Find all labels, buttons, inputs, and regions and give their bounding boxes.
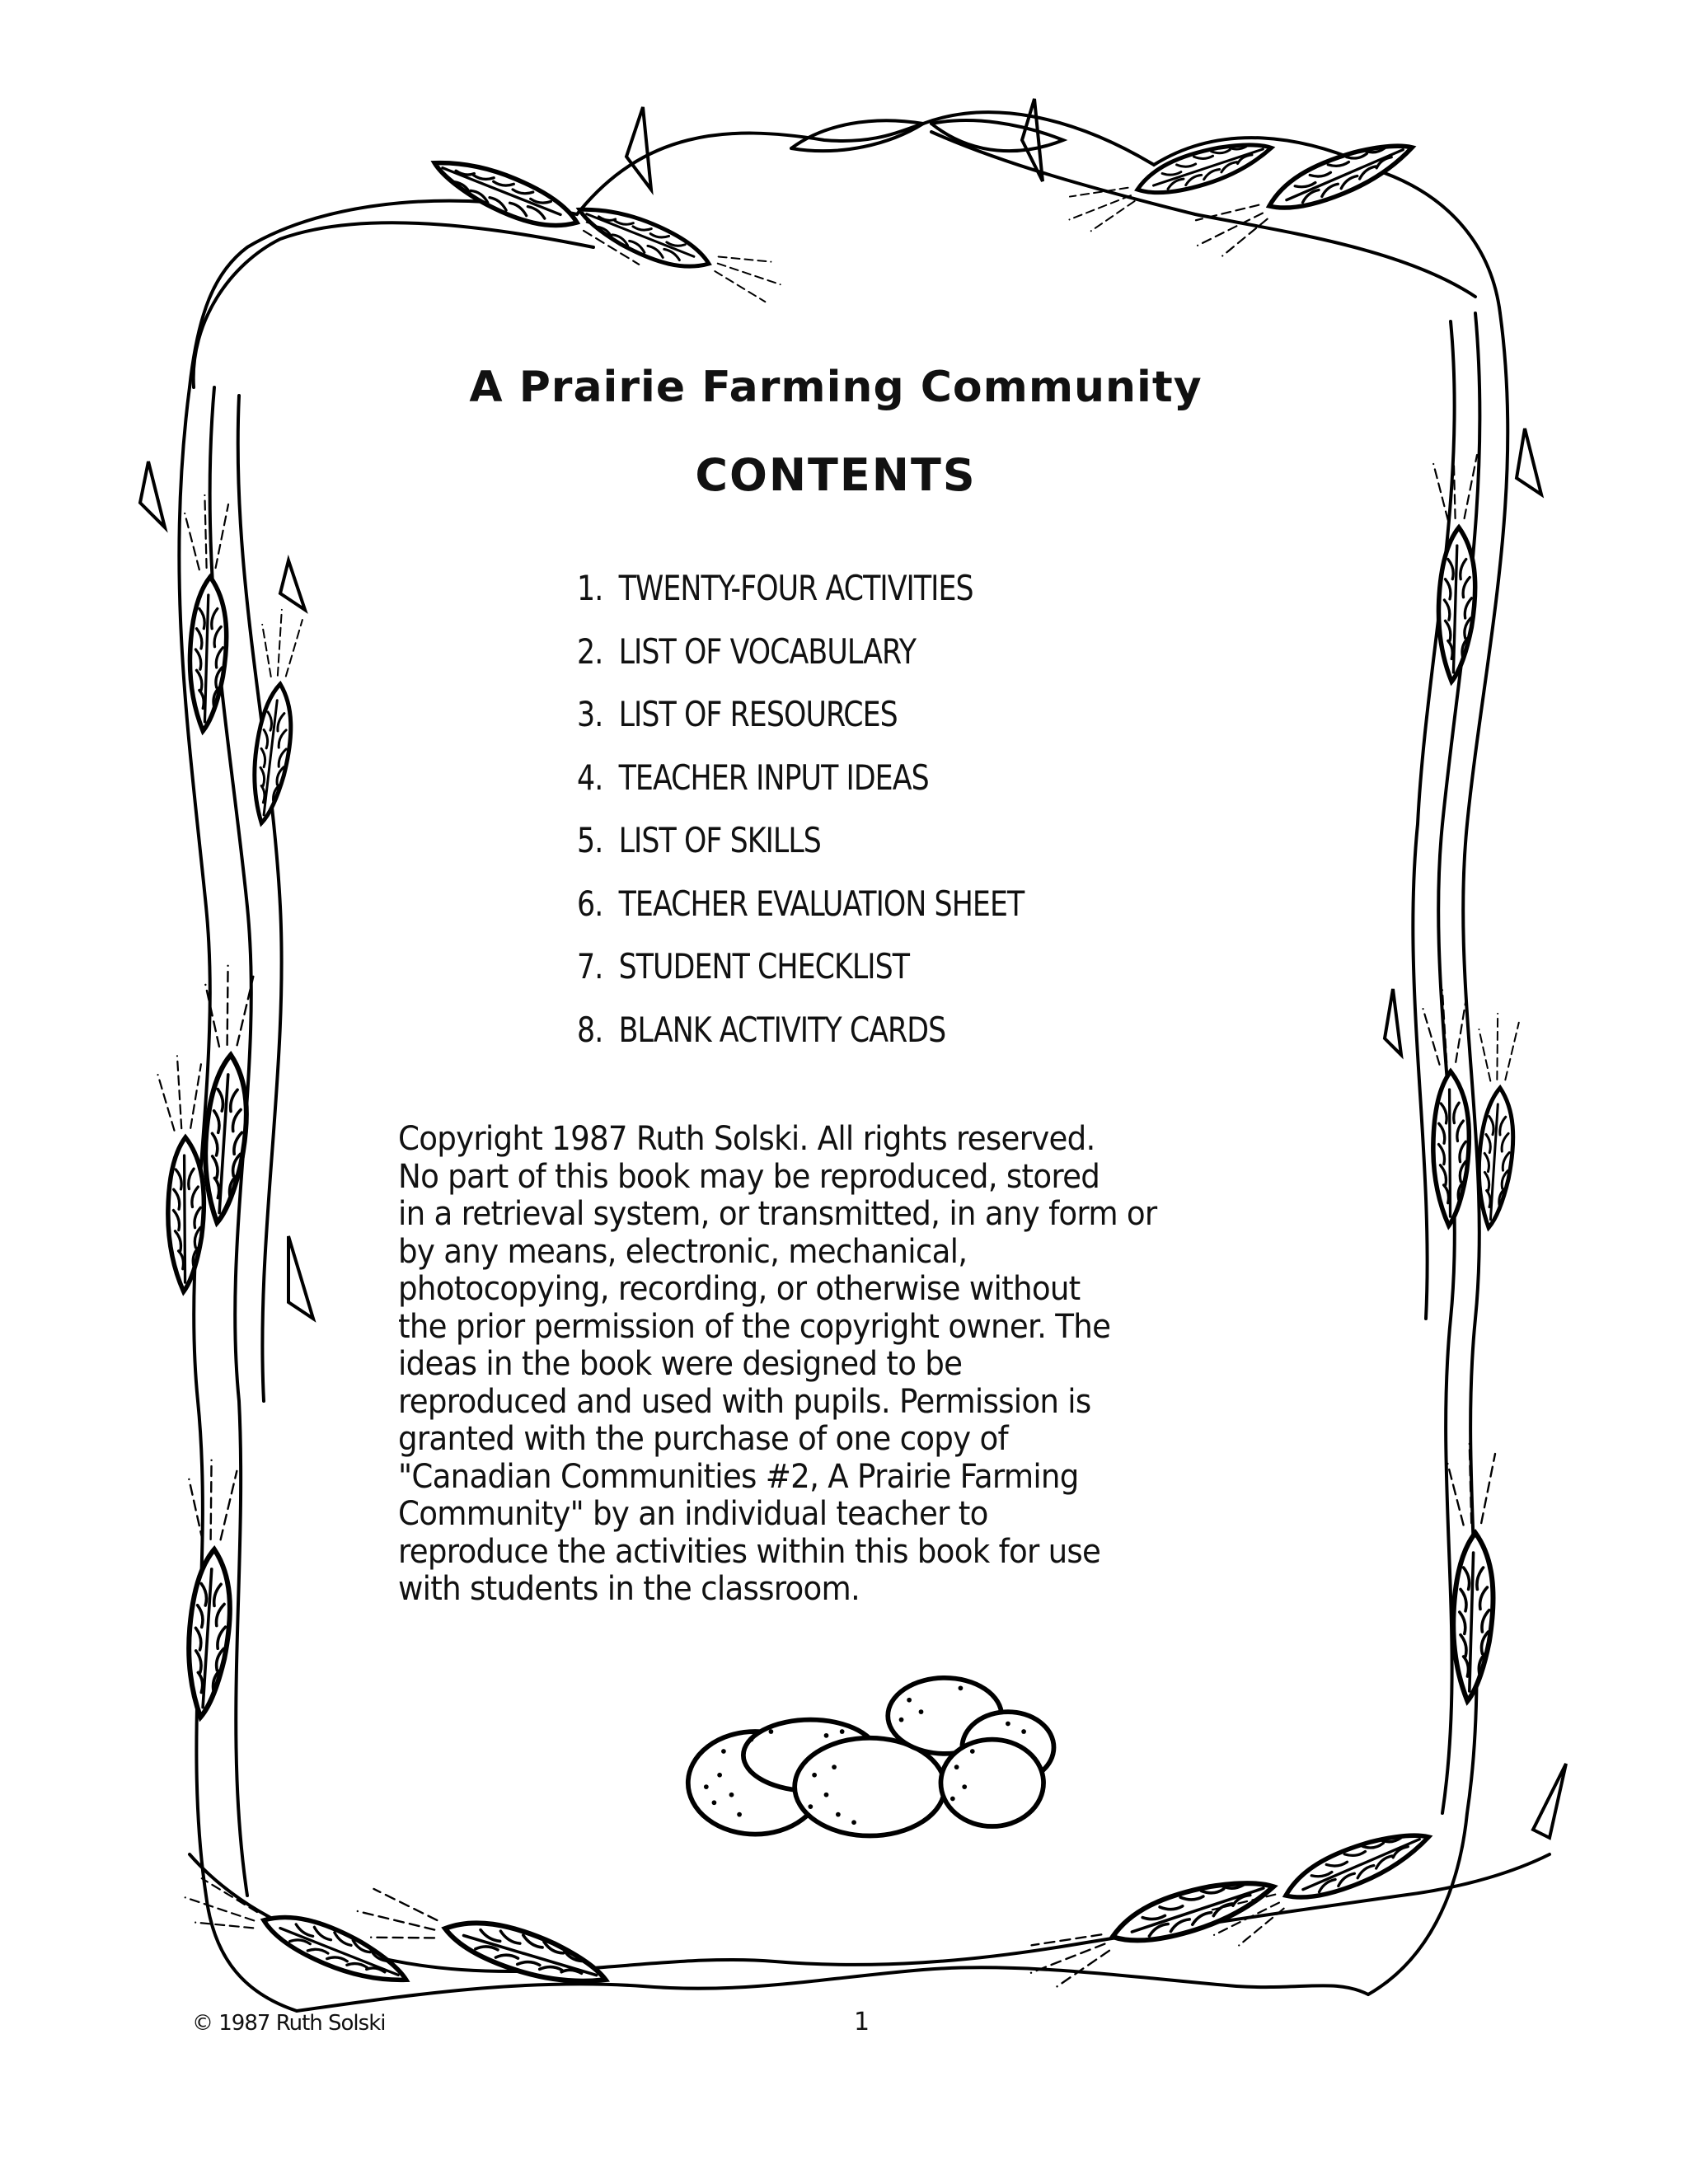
toc-item [577, 683, 1024, 747]
toc-item [577, 809, 1024, 873]
toc-item-label: LIST OF SKILLS [618, 820, 821, 860]
footer-copyright: © 1987 Ruth Solski [192, 2011, 386, 2036]
toc-item-label: TWENTY-FOUR ACTIVITIES [618, 568, 973, 608]
copyright-line: "Canadian Communities #2, A Prairie Farming [398, 1457, 1079, 1496]
toc-item-label: TEACHER EVALUATION SHEET [618, 883, 1025, 924]
toc-item-label: STUDENT CHECKLIST [618, 946, 910, 987]
toc-item-number: 4. [577, 757, 603, 798]
toc-item-number: 3. [577, 694, 603, 734]
copyright-line: photocopying, recording, or otherwise without [398, 1270, 1081, 1308]
page-number: 1 [854, 2008, 870, 2036]
copyright-line: in a retrieval system, or transmitted, in any form or [398, 1195, 1157, 1233]
copyright-line: ideas in the book were designed to be [398, 1345, 963, 1383]
copyright-line: reproduced and used with pupils. Permission is [398, 1382, 1091, 1421]
page-title: A Prairie Farming Community [469, 363, 1203, 412]
table-of-contents [577, 557, 1062, 1062]
toc-item-number: 2. [577, 630, 603, 672]
toc-item [577, 621, 1024, 684]
toc-item-number: 1. [577, 568, 603, 608]
toc-item-label: LIST OF VOCABULARY [618, 630, 917, 672]
toc-item [577, 557, 1024, 621]
toc-item-label: BLANK ACTIVITY CARDS [618, 1009, 946, 1050]
toc-item-number: 7. [577, 946, 603, 987]
copyright-line: with students in the classroom. [398, 1570, 860, 1608]
toc-item-number: 8. [577, 1009, 603, 1050]
copyright-line: granted with the purchase of one copy of [398, 1420, 1008, 1458]
toc-item-number: 5. [577, 820, 603, 860]
copyright-notice [398, 1121, 1305, 1609]
copyright-line: reproduce the activities within this book for use [398, 1532, 1101, 1571]
toc-item [577, 873, 1024, 936]
copyright-line: Community" by an individual teacher to [398, 1495, 988, 1533]
bread-loaves-illustration [676, 1657, 1071, 1846]
toc-item-number: 6. [577, 883, 603, 924]
toc-item [577, 999, 1024, 1062]
toc-item-label: LIST OF RESOURCES [618, 694, 898, 734]
copyright-line: by any means, electronic, mechanical, [398, 1232, 968, 1271]
copyright-line: No part of this book may be reproduced, stored [398, 1157, 1100, 1196]
toc-item [577, 935, 1024, 999]
toc-item-label: TEACHER INPUT IDEAS [618, 757, 929, 798]
contents-heading: CONTENTS [695, 449, 977, 501]
toc-item [577, 747, 1024, 810]
copyright-line: the prior permission of the copyright owner. The [398, 1307, 1111, 1346]
copyright-line: Copyright 1987 Ruth Solski. All rights reserved. [398, 1120, 1095, 1158]
